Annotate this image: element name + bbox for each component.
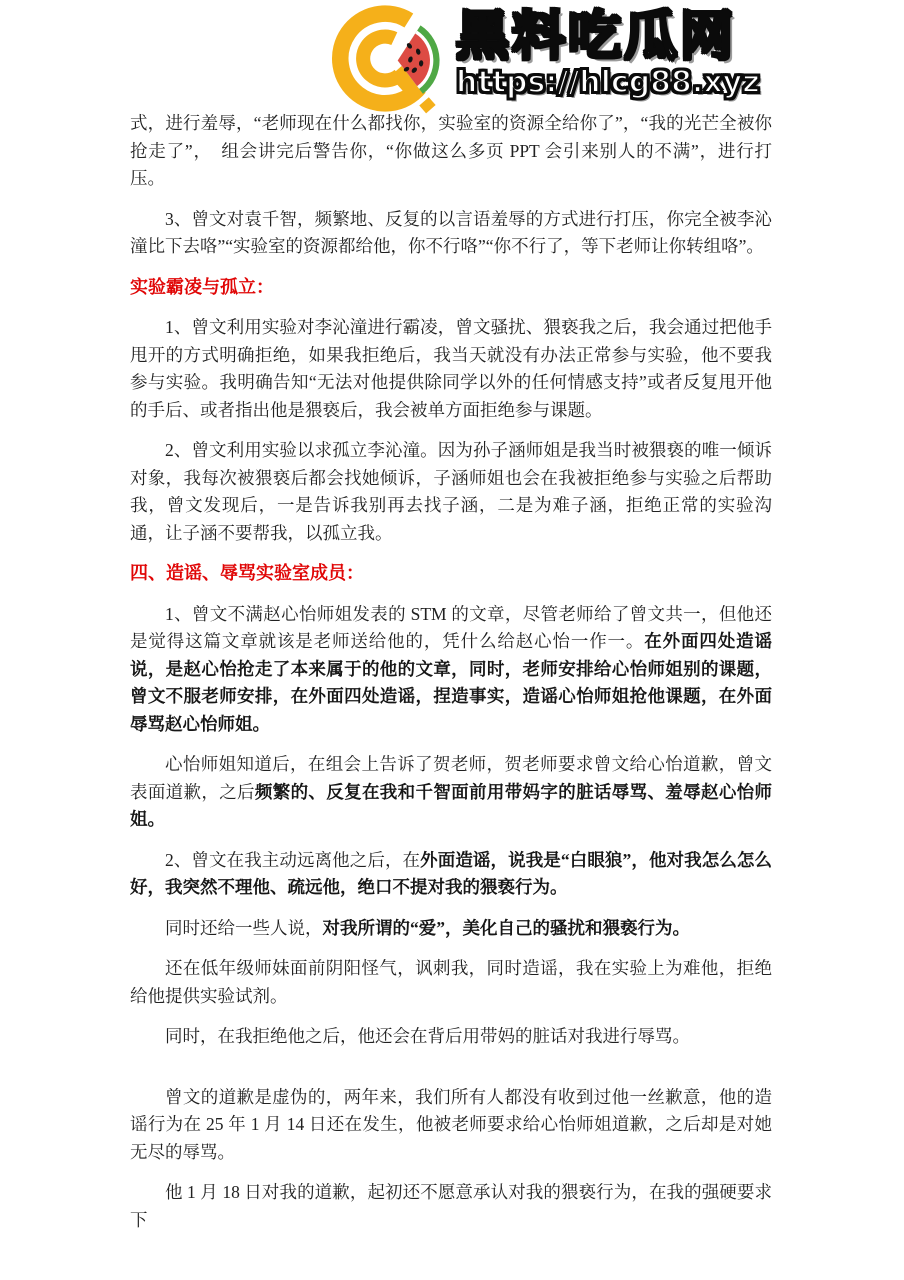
paragraph [130, 601, 772, 739]
text-run: 他 1 月 18 日对我的道歉，起初还不愿意承认对我的猥亵行为，在我的强硬要求下 [130, 1182, 772, 1230]
paragraph [130, 314, 772, 424]
paragraph [130, 1084, 772, 1167]
document-body [130, 110, 772, 1247]
bold-text-run: 实验霸凌与孤立： [130, 276, 274, 297]
paragraph [130, 847, 772, 902]
watermark-text [456, 8, 760, 99]
text-run: 2、曾文利用实验以求孤立李沁潼。因为孙子涵师姐是我当时被猥亵的唯一倾诉对象，我每次被猥亵后都会找她倾诉，子涵师姐也会在我被拒绝参与实验之后帮助我，曾文发现后，一是告诉我别再去找子涵，二是为难子涵，拒绝正常的实验沟通，让子涵不要帮我，以孤立我。 [130, 440, 772, 543]
text-run: 式，进行羞辱，“老师现在什么都找你，实验室的资源全给你了”，“我的光芒全被你抢走了”， 组会讲完后警告你，“你做这么多页 PPT 会引来别人的不满”，进行打压。 [130, 113, 772, 188]
bold-text-run: 频繁的、反复在我和千智面前用带妈字的脏话辱骂、羞辱赵心怡师姐。 [130, 781, 773, 829]
paragraph [130, 206, 772, 261]
text-run: 同时还给一些人说， [165, 917, 323, 938]
section-heading [130, 560, 772, 588]
text-run: 1、曾文利用实验对李沁潼进行霸凌，曾文骚扰、猥亵我之后，我会通过把他手甩开的方式明确拒绝，如果我拒绝后，我当天就没有办法正常参与实验，他不要我参与实验。我明确告知“无法对他提供除同学以外的任何情感支持”或者反复甩开他的手后、或者指出他是猥亵后，我会被单方面拒绝参与课题。 [130, 317, 772, 420]
site-watermark [328, 2, 760, 115]
paragraph [130, 437, 772, 547]
text-run: 2、曾文在我主动远离他之后，在 [165, 849, 421, 870]
text-run: 还在低年级师妹面前阴阳怪气，讽刺我，同时造谣，我在实验上为难他，拒绝给他提供实验试剂。 [130, 958, 772, 1006]
paragraph [130, 1179, 772, 1234]
bold-text-run: 在外面四处造谣说，是赵心怡抢走了本来属于的他的文章，同时，老师安排给心怡师姐别的课题，曾文不服老师安排，在外面四处造谣，捏造事实，造谣心怡师姐抢他课题，在外面辱骂赵心怡师姐。 [130, 631, 773, 734]
bold-text-run: 四、造谣、辱骂实验室成员： [130, 563, 364, 583]
text-run: 3、曾文对袁千智，频繁地、反复的以言语羞辱的方式进行打压，你完全被李沁潼比下去咯”“实验室的资源都给他，你不行咯”“你不行了，等下老师让你转组咯”。 [130, 208, 772, 256]
text-run: 1、曾文不满赵心怡师姐发表的 STM 的文章，尽管老师给了曾文共一，但他还是觉得这篇文章就该是老师送给他的，凭什么给赵心怡一作一。 [130, 603, 772, 651]
section-heading [130, 274, 772, 302]
paragraph-spacer [130, 1064, 772, 1084]
paragraph [130, 955, 772, 1010]
bold-text-run: 外面造谣，说我是“白眼狼”，他对我怎么怎么好，我突然不理他、疏远他，绝口不提对我的猥亵行为。 [130, 849, 773, 897]
bold-text-run: 对我所谓的“爱”，美化自己的骚扰和猥亵行为。 [322, 917, 690, 938]
paragraph [130, 751, 772, 834]
watermelon-logo-icon [328, 2, 448, 115]
paragraph [130, 1023, 772, 1051]
text-run: 心怡师姐知道后，在组会上告诉了贺老师，贺老师要求曾文给心怡道歉，曾文表面道歉，之后 [130, 754, 772, 802]
paragraph [130, 110, 772, 193]
text-run: 曾文的道歉是虚伪的，两年来，我们所有人都没有收到过他一丝歉意，他的造谣行为在 25 年 1 月 14 日还在发生，他被老师要求给心怡师姐道歉，之后却是对她无尽的辱骂。 [130, 1086, 772, 1162]
paragraph [130, 915, 772, 943]
site-name: 黑料吃瓜网 [456, 6, 736, 67]
text-run: 同时，在我拒绝他之后，他还会在背后用带妈的脏话对我进行辱骂。 [165, 1026, 690, 1046]
site-url: https://hlcg88.xyz [456, 65, 760, 101]
